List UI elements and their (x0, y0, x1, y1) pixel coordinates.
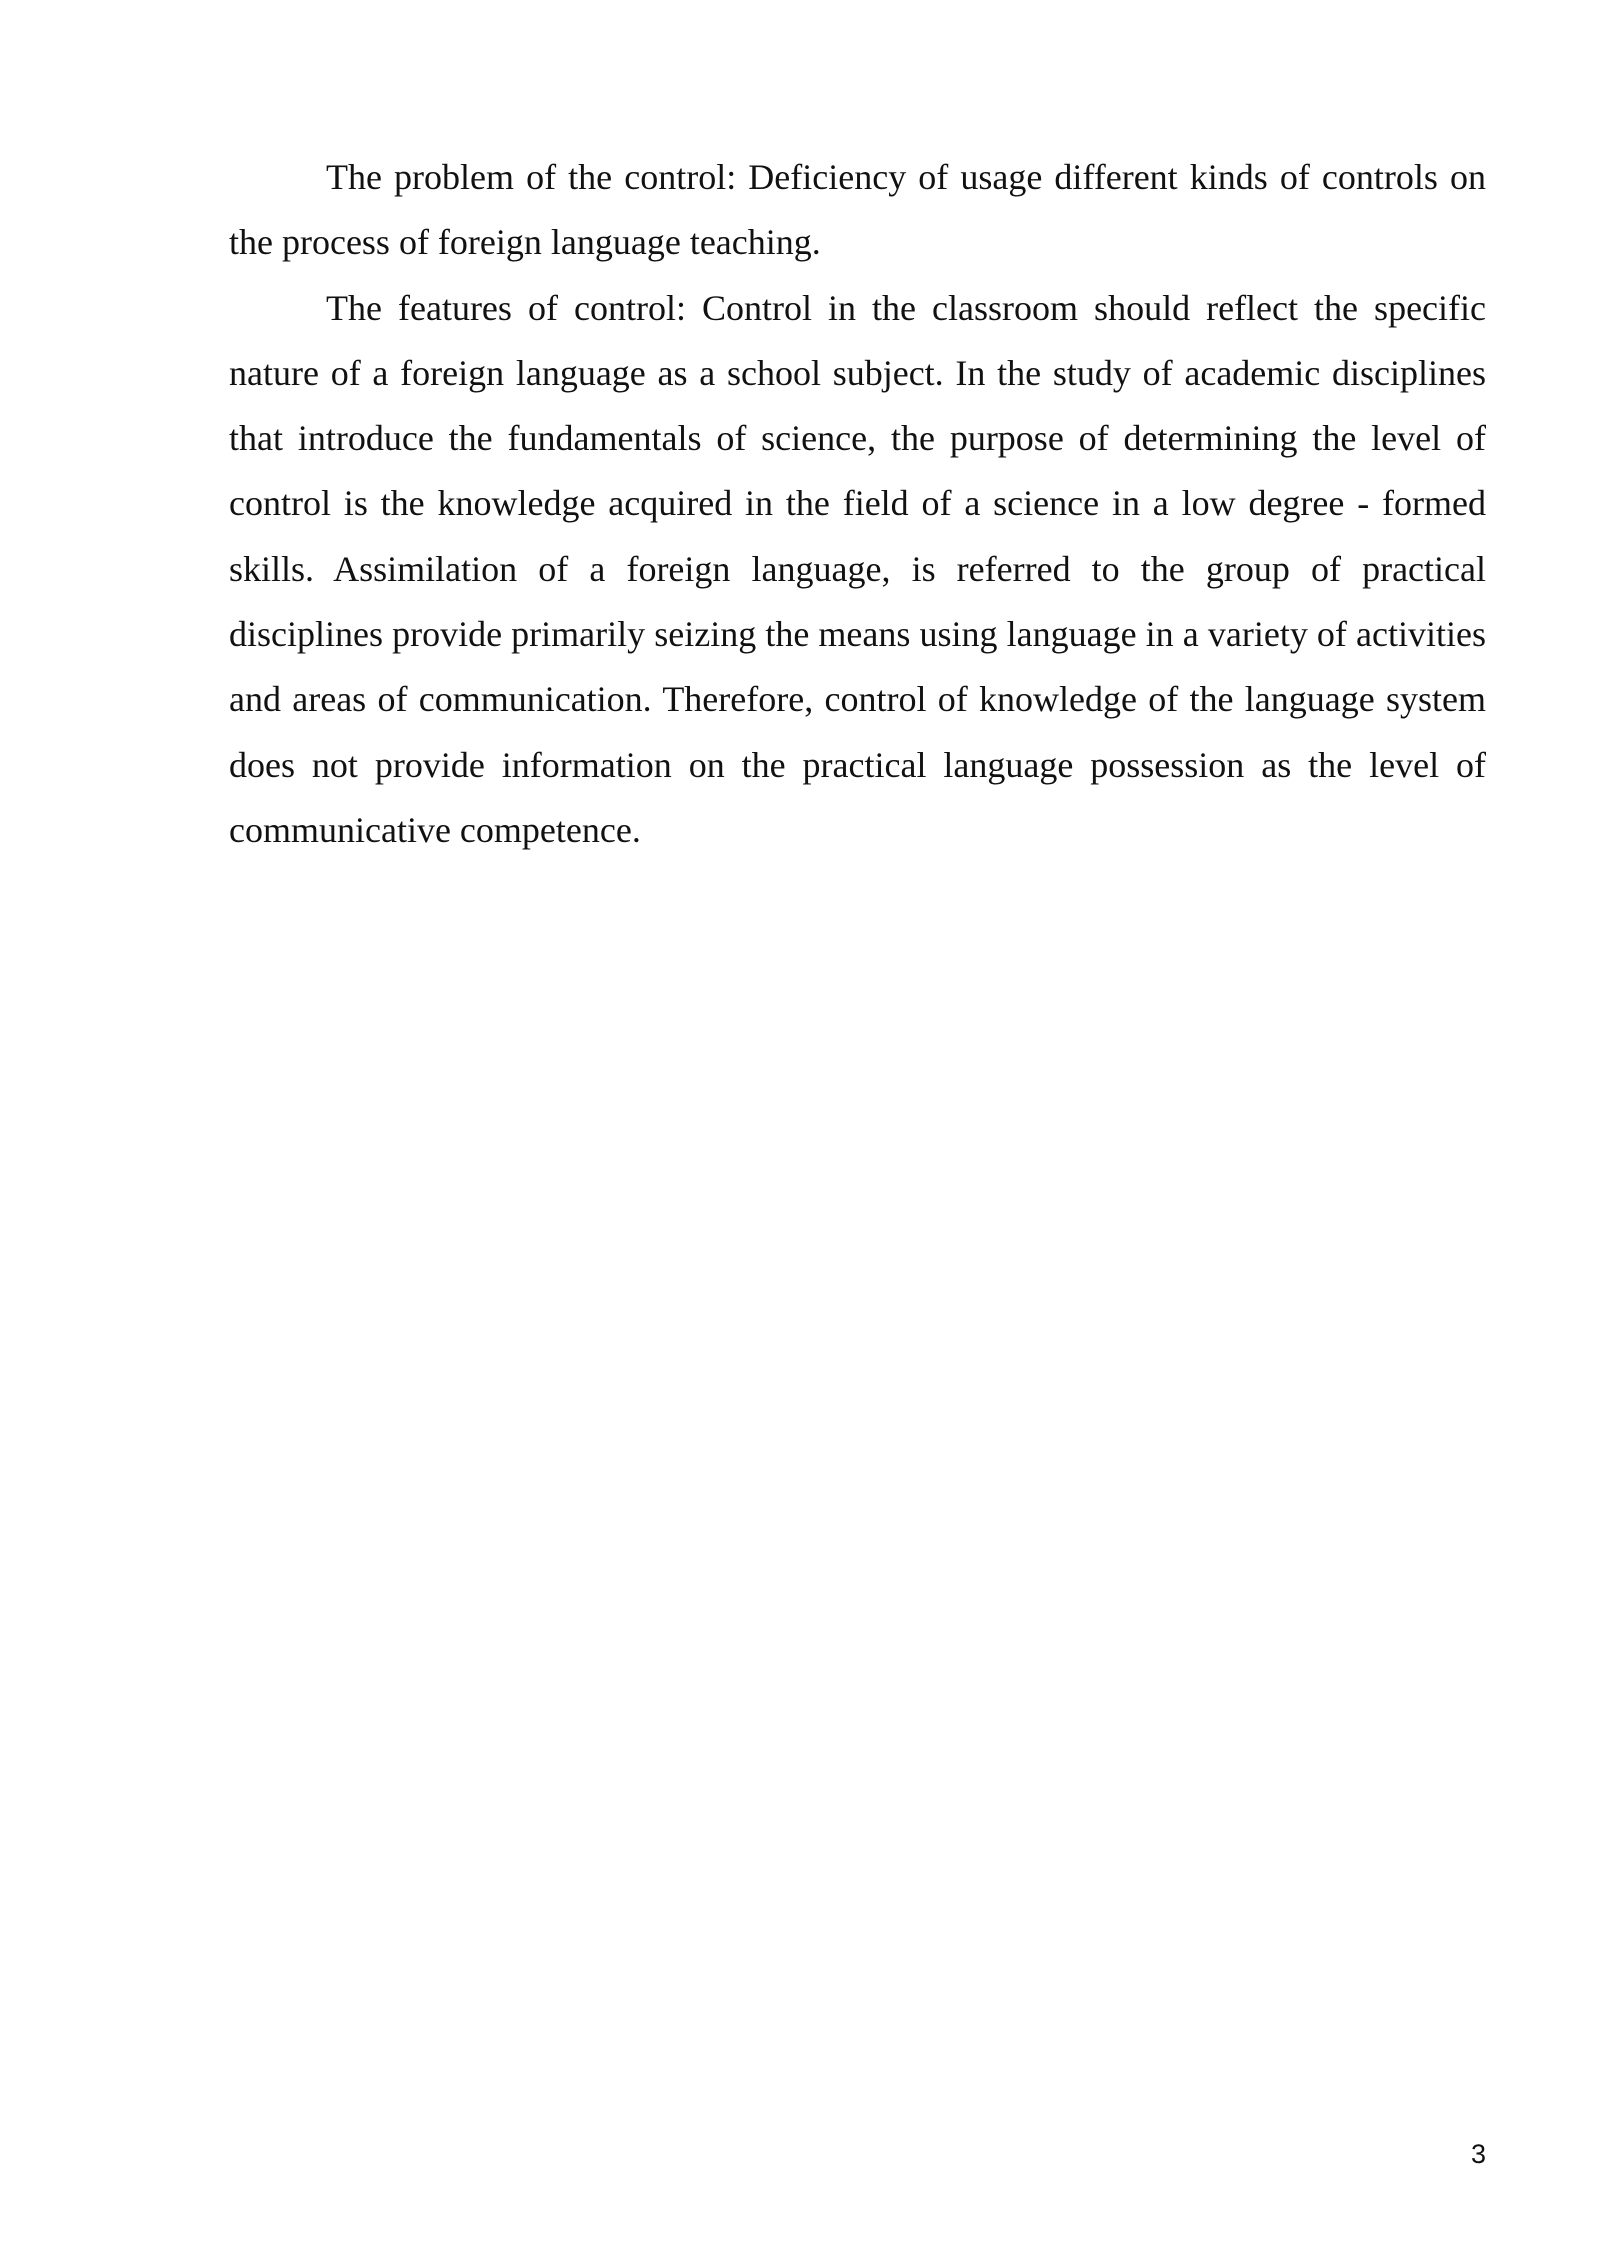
page-number: 3 (1470, 2139, 1486, 2169)
paragraph-control-problem: The problem of the control: Deficiency of usage different kinds of controls on the process of foreign language teaching. (229, 157, 1486, 263)
body-text (229, 145, 1486, 863)
paragraph-control-features: The features of control: Control in the classroom should reflect the specific nature of a foreign language as a school subject. In the study of academic disciplines that introduce the fundamentals of science, the purpose of determining the level of control is the knowledge acquired in the field of a science in a low degree - formed skills. Assimilation of a foreign language, is referred to the group of practical disciplines provide primarily seizing the means using language in a variety of activities and areas of communication. Therefore, control of knowledge of the language system does not provide information on the practical language possession as the level of communicative competence. (229, 287, 1486, 850)
